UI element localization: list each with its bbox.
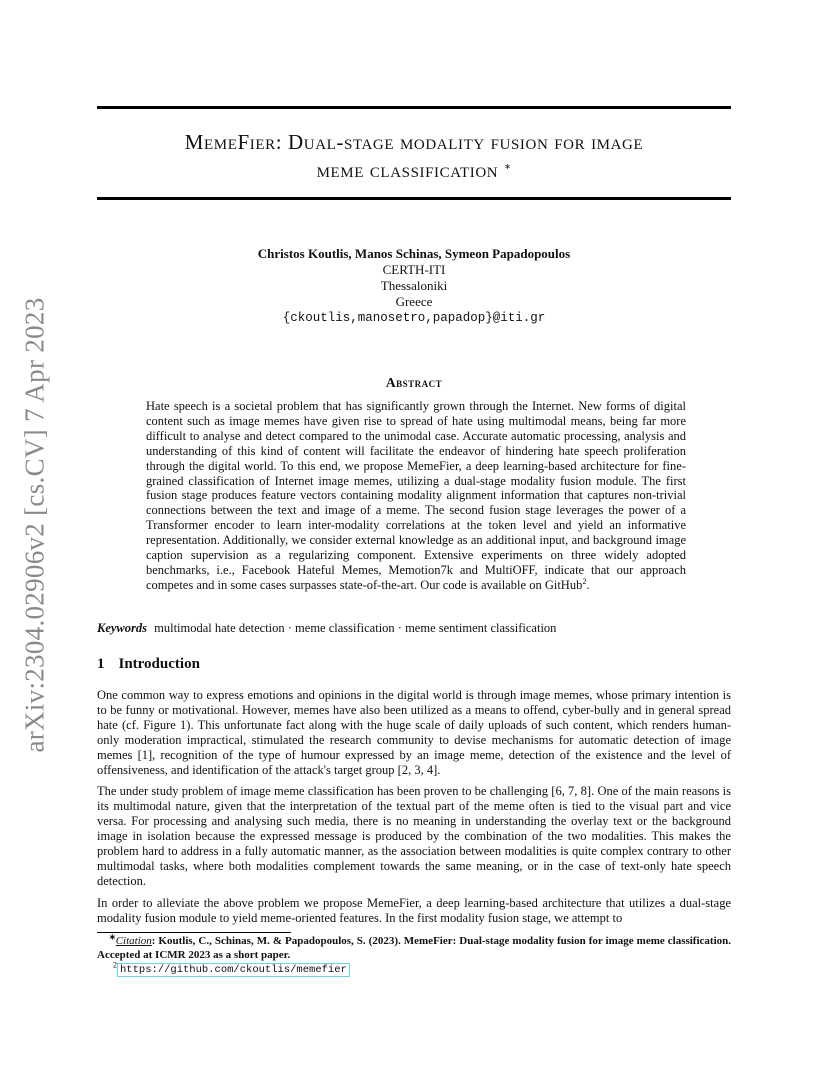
citation-label: Citation bbox=[115, 935, 152, 947]
section-title: Introduction bbox=[118, 656, 200, 672]
author-country: Greece bbox=[395, 294, 433, 309]
footnote-github bbox=[97, 960, 731, 978]
title-line-1: MemeFier: Dual-stage modality fusion for image bbox=[184, 130, 644, 154]
abstract-text: Hate speech is a societal problem that has significantly grown through the Internet. New forms of digital content such as image memes have given rise to spread of hate using multimodal means, being far more difficult to analyse and detect compared to the unimodal case. Accurate automatic processing, analysis and understanding of this kind of content will facilitate the endeavor of hindering hate speech proliferation through the digital world. To this end, we propose MemeFier, a deep learning-based architecture for fine-grained classification of Internet image memes, utilizing a dual-stage modality fusion module. The first fusion stage produces feature vectors containing modality alignment information that captures non-trivial connections between the text and image of a meme. The second fusion stage leverages the power of a Transformer encoder to learn inter-modality correlations at the token level and yield an informative representation. Additionally, we consider external knowledge as an additional input, and background image caption supervision as a regularizing component. Extensive experiments on three widely adopted benchmarks, i.e., Facebook Hateful Memes, Memotion7k and MultiOFF, indicate that our approach competes and in some cases surpasses state-of-the-art. Our code is available on GitHub bbox=[146, 399, 686, 592]
abstract-heading: Abstract bbox=[385, 375, 443, 390]
author-city: Thessaloniki bbox=[380, 278, 448, 293]
footnote-marker: 2 bbox=[113, 960, 117, 970]
arxiv-stamp-text: arXiv:2304.02906v2 [cs.CV] 7 Apr 2023 bbox=[19, 297, 50, 753]
paragraph: In order to alleviate the above problem we propose MemeFier, a deep learning-based architecture that utilizes a dual-stage modality fusion module to yield meme-oriented features. In the first modality fusion stage, we attempt to bbox=[97, 895, 731, 925]
abstract-footnote-link[interactable]: 2 bbox=[582, 576, 587, 586]
keywords-text: multimodal hate detection · meme classification · meme sentiment classification bbox=[154, 621, 557, 635]
abstract-body: Hate speech is a societal problem that has significantly grown through the Internet. New forms of digital content such as image memes have given rise to spread of hate using multimodal means, being far more difficult to analyse and detect compared to the unimodal case. Accurate automatic processing, analysis and understanding of this kind of content will facilitate the endeavor of hindering hate speech proliferation through the digital world. To this end, we propose MemeFier, a deep learning-based architecture for fine-grained classification of Internet image memes, utilizing a dual-stage modality fusion module. The first fusion stage produces feature vectors containing modality alignment information that captures non-trivial connections between the text and image of a meme. The second fusion stage leverages the power of a Transformer encoder to learn inter-modality correlations at the token level and yield an informative representation. Additionally, we consider external knowledge as an additional input, and background image caption supervision as a regularizing component. Extensive experiments on three widely adopted benchmarks, i.e., Facebook Hateful Memes, Memotion7k and MultiOFF, indicate that our approach competes and in some cases surpasses state-of-the-art. Our code is available on GitHub$^2$. bbox=[146, 399, 686, 592]
citation-text: : Koutlis, C., Schinas, M. & Papadopoulos, S. (2023). MemeFier: Dual-stage modality fusion for image meme classification. Accepted at ICMR 2023 as a short paper. bbox=[97, 935, 731, 961]
footnotes bbox=[97, 932, 731, 978]
author-block bbox=[97, 246, 731, 326]
title-top-rule bbox=[97, 106, 731, 109]
section-number: 1 bbox=[97, 656, 105, 672]
paper-title bbox=[97, 128, 731, 184]
footnote-rule bbox=[97, 932, 291, 933]
author-affiliation: CERTH-ITI bbox=[382, 262, 446, 277]
title-footnote-marker[interactable]: ∗ bbox=[504, 162, 512, 171]
keywords-line bbox=[97, 620, 731, 636]
author-names: Christos Koutlis, Manos Schinas, Symeon Papadopoulos bbox=[257, 246, 571, 261]
paragraph: One common way to express emotions and opinions in the digital world is through image memes, whose primary intention is to be funny or motivational. However, memes have also been utilized as a means to offend, cyber-bully and in general spread hate (cf. Figure 1). This unfortunate fact along with the huge scale of daily uploads of such content, which renders human-only moderation impractical, stimulated the research community to devise mechanisms for automatic detection of image memes [1], recognition of the type of humour expressed by an image meme, detection of the existence and the level of offensiveness, and identification of the attack's target group [2, 3, 4]. bbox=[97, 688, 731, 777]
github-link[interactable]: https://github.com/ckoutlis/memefier bbox=[117, 963, 350, 977]
footnote-marker: ∗ bbox=[109, 932, 116, 942]
title-line-2: meme classification bbox=[316, 158, 499, 182]
intro-body bbox=[97, 688, 731, 933]
keywords-label: Keywords bbox=[97, 621, 147, 635]
arxiv-stamp bbox=[18, 290, 52, 760]
footnote-citation bbox=[97, 932, 731, 962]
title-bottom-rule bbox=[97, 197, 731, 200]
paragraph: The under study problem of image meme classification has been proven to be challenging [6, 7, 8]. One of the main reasons is its multimodal nature, given that the interpretation of the textual part of the meme often is tied to the visual part and vice versa. For processing and analysing such media, there is no meaning in understanding the overlay text or the background image in isolation because the expressed message is produced by the combination of the two modalities. This makes the problem hard to address in a fully automatic manner, as the association between modalities is quite complex contrary to other multimodal tasks, where both modalities complement towards the same meaning, or in the case of text-only hate speech detection. bbox=[97, 784, 731, 888]
section-heading bbox=[97, 656, 731, 673]
author-email: {ckoutlis,manosetro,papadop}@iti.gr bbox=[282, 311, 546, 325]
